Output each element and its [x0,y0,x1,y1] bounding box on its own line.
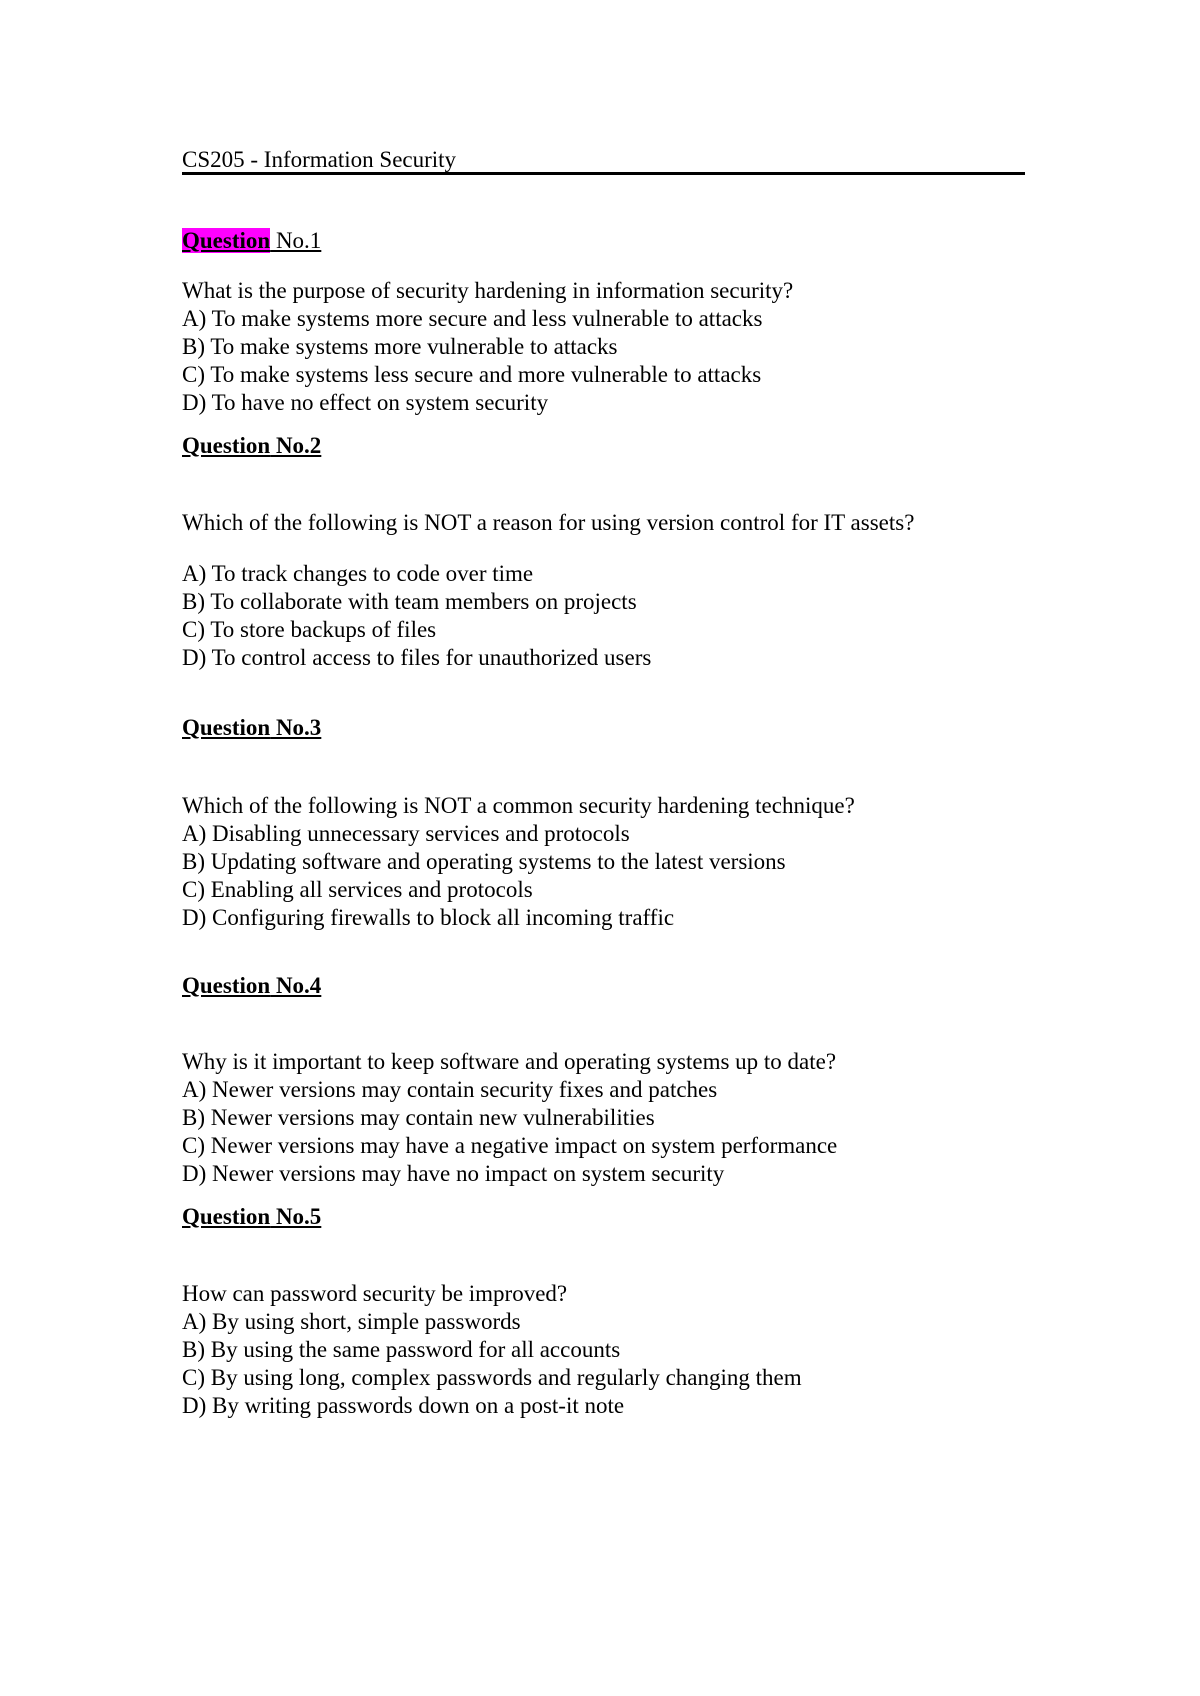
question-5-option-c: C) By using long, complex passwords and regularly changing them [182,1365,802,1390]
question-3-body [182,792,855,932]
question-2-heading-number: No.2 [270,433,322,458]
question-5-heading [182,1203,321,1231]
question-1-heading [182,227,321,255]
question-2-prompt: Which of the following is NOT a reason for using version control for IT assets? [182,510,915,535]
question-5-option-b: B) By using the same password for all accounts [182,1337,621,1362]
question-4-prompt: Why is it important to keep software and operating systems up to date? [182,1049,837,1074]
question-5-heading-word: Question [182,1204,271,1229]
question-1-option-a: A) To make systems more secure and less vulnerable to attacks [182,306,763,331]
question-3-heading [182,714,321,742]
question-3-heading-word: Question [182,715,271,740]
document-header-title: CS205 - Information Security [182,147,457,172]
question-2-heading-word: Question [182,433,271,458]
question-3-option-b: B) Updating software and operating systems to the latest versions [182,849,786,874]
question-5-option-d: D) By writing passwords down on a post-it note [182,1393,625,1418]
question-1 [182,227,321,255]
question-1-option-d: D) To have no effect on system security [182,390,549,415]
question-5-prompt: How can password security be improved? [182,1281,568,1306]
question-5-heading-number: No.5 [270,1204,322,1229]
question-5-option-a: A) By using short, simple passwords [182,1309,521,1334]
question-1-heading-highlight: Question [182,228,271,253]
question-4-heading [182,972,321,1000]
question-2-heading [182,432,321,460]
question-5-body [182,1280,802,1420]
question-4-heading-number: No.4 [270,973,322,998]
question-4-option-a: A) Newer versions may contain security fixes and patches [182,1077,718,1102]
question-2-options [182,560,651,672]
question-3-option-d: D) Configuring firewalls to block all incoming traffic [182,905,675,930]
question-2-option-d: D) To control access to files for unauthorized users [182,645,652,670]
question-4-body [182,1048,837,1188]
question-3-prompt: Which of the following is NOT a common security hardening technique? [182,793,855,818]
question-1-option-c: C) To make systems less secure and more vulnerable to attacks [182,362,762,387]
question-4 [182,972,321,1000]
question-1-option-b: B) To make systems more vulnerable to attacks [182,334,618,359]
question-4-option-b: B) Newer versions may contain new vulnerabilities [182,1105,655,1130]
question-3-option-a: A) Disabling unnecessary services and protocols [182,821,630,846]
question-3 [182,714,321,742]
question-4-option-d: D) Newer versions may have no impact on system security [182,1161,725,1186]
question-3-option-c: C) Enabling all services and protocols [182,877,533,902]
question-2-option-b: B) To collaborate with team members on projects [182,589,637,614]
question-4-heading-word: Question [182,973,271,998]
question-2-prompt-block [182,509,914,537]
question-4-option-c: C) Newer versions may have a negative impact on system performance [182,1133,838,1158]
header-divider [182,172,1025,175]
question-1-body [182,277,793,417]
question-1-prompt: What is the purpose of security hardening in information security? [182,278,794,303]
question-2-option-a: A) To track changes to code over time [182,561,534,586]
question-5 [182,1203,321,1231]
question-2 [182,432,321,460]
question-2-option-c: C) To store backups of files [182,617,437,642]
question-3-heading-number: No.3 [270,715,322,740]
question-1-heading-number: No.1 [270,228,322,253]
